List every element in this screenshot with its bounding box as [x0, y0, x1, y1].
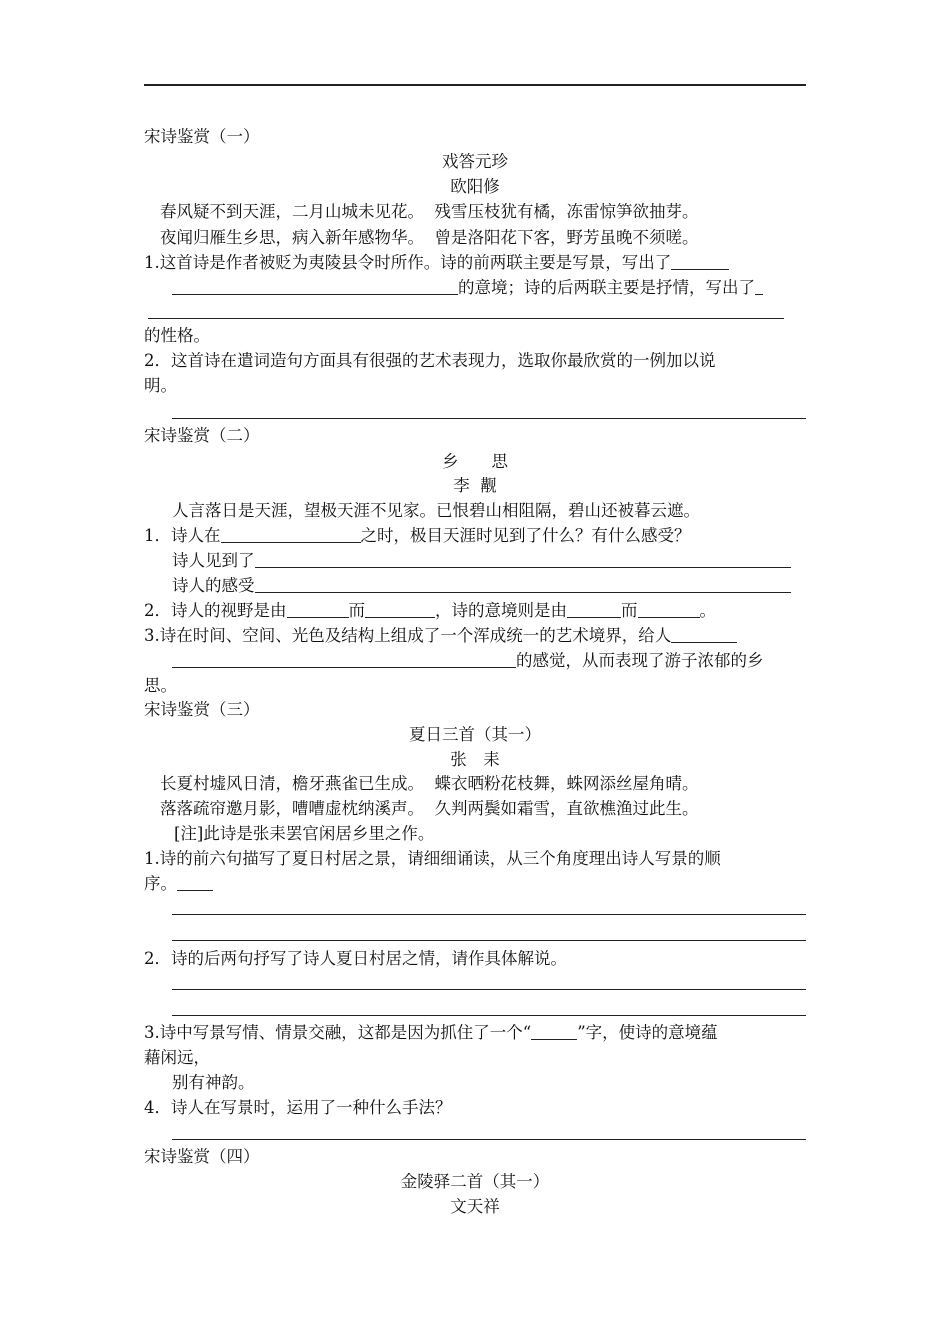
question-text — [144, 873, 213, 895]
question-3-text-c: 藉闲远， — [144, 1048, 210, 1067]
question-2-text: 2．诗的后两句抒写了诗人夏日村居之情，请作具体解说。 — [144, 949, 567, 968]
answer-blank[interactable] — [671, 253, 729, 270]
answer-blank[interactable] — [638, 601, 700, 618]
question-3-text: 3.诗在时间、空间、光色及结构上组成了一个浑成统一的艺术境界，给人 — [144, 626, 672, 645]
poem-title-1: 戏答元珍 — [442, 152, 508, 171]
answer-blank[interactable] — [287, 601, 349, 618]
question-2-text: 2．诗人的视野是由 — [144, 601, 287, 620]
poem-title-4: 金陵驿二首（其一） — [400, 1172, 550, 1191]
question-3-text-d: 别有神韵。 — [172, 1073, 255, 1092]
answer-blank[interactable] — [172, 651, 516, 668]
answer-line[interactable] — [172, 1139, 806, 1140]
poem-author-4: 文天祥 — [450, 1197, 500, 1216]
poem-note: [注]此诗是张耒罢官闲居乡里之作。 — [174, 824, 435, 843]
question-1-text: 1.诗的前六句描写了夏日村居之景，请细细诵读，从三个角度理出诗人写景的顺 — [144, 849, 721, 868]
poem-line: 春风疑不到天涯，二月山城未见花。 残雪压枝犹有橘，冻雷惊笋欲抽芽。 — [160, 202, 699, 221]
answer-line[interactable] — [172, 418, 806, 419]
answer-blank[interactable] — [671, 626, 737, 643]
question-2-text-b: 而 — [348, 601, 365, 620]
section-heading-1: 宋诗鉴赏（一） — [144, 127, 260, 146]
answer-blank[interactable] — [755, 278, 763, 295]
answer-blank[interactable] — [255, 576, 791, 593]
question-3-text-c: 思。 — [144, 676, 177, 695]
question-1-text: 1．诗人在 — [144, 526, 221, 545]
question-text — [144, 600, 716, 622]
answer-line[interactable] — [172, 989, 806, 990]
poem-line: 长夏村墟风日清，檐牙燕雀已生成。 蝶衣晒粉花枝舞，蛛网添丝屋角晴。 — [160, 774, 699, 793]
poem-line: 夜闻归雁生乡思，病入新年感物华。 曾是洛阳花下客，野芳虽晚不须嗟。 — [160, 228, 699, 247]
poem-author-1: 欧阳修 — [450, 177, 500, 196]
question-2-text-c: ，诗的意境则是由 — [435, 601, 567, 620]
section-heading-3: 宋诗鉴赏（三） — [144, 700, 260, 719]
question-text — [144, 252, 729, 274]
poem-title-3: 夏日三首（其一） — [409, 725, 541, 744]
question-text — [144, 625, 737, 647]
question-text — [172, 575, 791, 597]
answer-blank[interactable] — [177, 874, 213, 891]
question-3-text: 3.诗中写景写情、情景交融，这都是因为抓住了一个“ — [144, 1023, 532, 1042]
poem-author-3: 张 耒 — [450, 750, 500, 769]
answer-label-seen: 诗人见到了 — [172, 551, 255, 570]
poem-title-2: 乡 思 — [442, 452, 508, 471]
answer-blank[interactable] — [255, 551, 791, 568]
question-1-text: 1.这首诗是作者被贬为夷陵县令时所作。诗的前两联主要是写景，写出了 — [144, 253, 672, 272]
question-2-text-d: 而 — [621, 601, 638, 620]
question-text — [144, 525, 691, 547]
section-heading-2: 宋诗鉴赏（二） — [144, 426, 260, 445]
question-text — [172, 550, 791, 572]
poem-author-2: 李 觏 — [453, 476, 497, 495]
question-2-text: 2．这首诗在遣词造句方面具有很强的艺术表现力，选取你最欣赏的一例加以说 — [144, 351, 716, 370]
question-4-text: 4．诗人在写景时，运用了一种什么手法？ — [144, 1098, 452, 1117]
question-text — [172, 650, 764, 672]
poem-line: 人言落日是天涯，望极天涯不见家。已恨碧山相阻隔，碧山还被暮云遮。 — [172, 501, 700, 520]
question-1-text-b: 序。 — [144, 874, 177, 893]
question-1-text-b: 的意境；诗的后两联主要是抒情，写出了 — [458, 278, 755, 297]
question-2-text-b: 明。 — [144, 376, 177, 395]
answer-line[interactable] — [172, 940, 806, 941]
section-heading-4: 宋诗鉴赏（四） — [144, 1147, 260, 1166]
answer-blank[interactable] — [531, 1023, 577, 1040]
answer-blank[interactable] — [365, 601, 435, 618]
answer-line[interactable] — [148, 318, 784, 319]
question-3-text-b: 的感觉，从而表现了游子浓郁的乡 — [516, 651, 764, 670]
question-1-text-c: 的性格。 — [144, 326, 210, 345]
question-2-text-e: 。 — [699, 601, 716, 620]
question-3-text-b: ”字，使诗的意境蕴 — [577, 1023, 718, 1042]
answer-blank[interactable] — [567, 601, 621, 618]
question-text — [172, 277, 763, 299]
answer-label-feel: 诗人的感受 — [172, 576, 255, 595]
question-text — [144, 1022, 718, 1044]
poem-line: 落落疏帘邀月影，嘈嘈虚枕纳溪声。 久判两鬓如霜雪，直欲樵渔过此生。 — [160, 799, 699, 818]
answer-blank[interactable] — [221, 526, 361, 543]
header-rule — [144, 84, 806, 86]
answer-blank[interactable] — [172, 278, 458, 295]
question-1-text-b: 之时，极目天涯时见到了什么？有什么感受？ — [360, 526, 691, 545]
answer-line[interactable] — [172, 914, 806, 915]
answer-line[interactable] — [172, 1015, 806, 1016]
